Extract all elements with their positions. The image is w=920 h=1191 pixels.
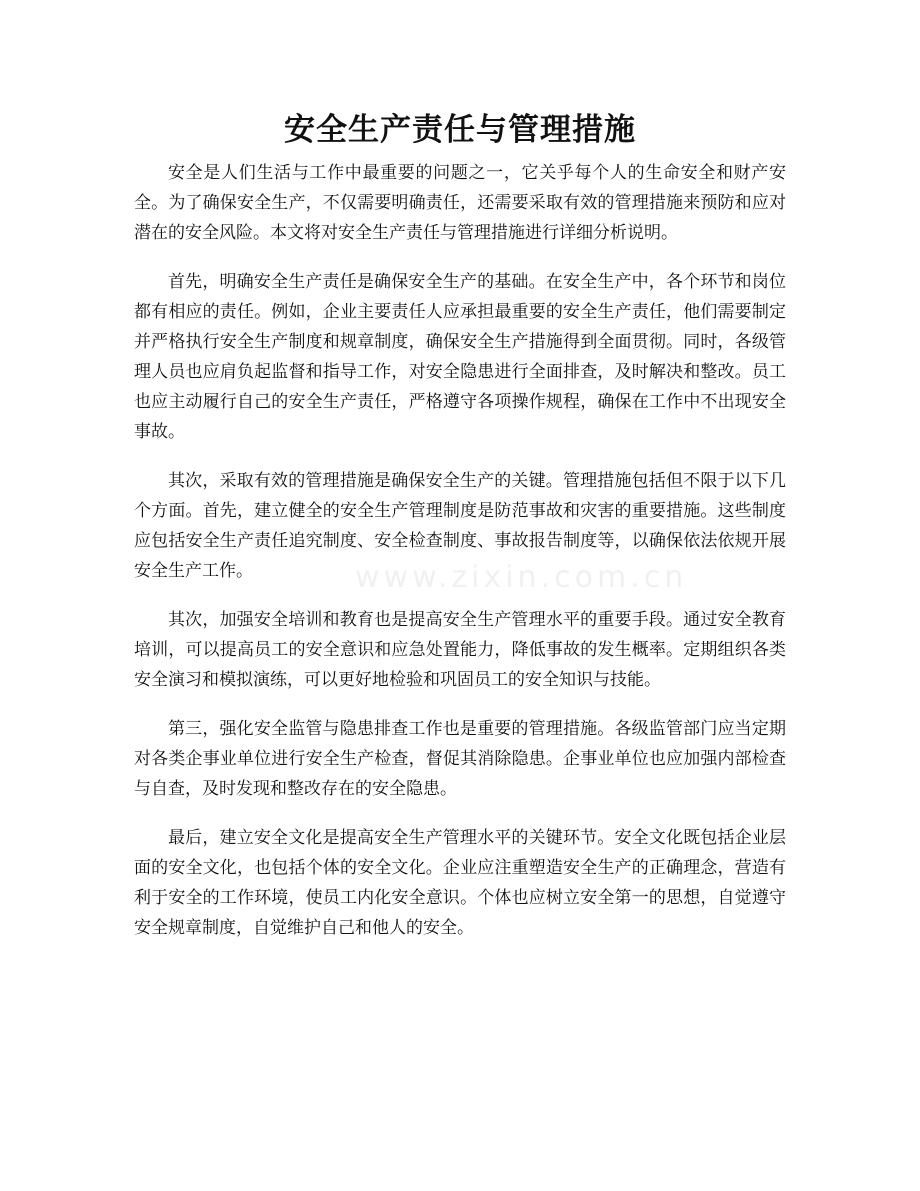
- document-title: 安全生产责任与管理措施: [284, 112, 636, 148]
- watermark: www.zixin.com.cn: [355, 560, 688, 595]
- paragraph-training: 其次，加强安全培训和教育也是提高安全生产管理水平的重要手段。通过安全教育培训，可以提高员工的安全意识和应急处置能力，降低事故的发生概率。定期组织各类安全演习和模拟演练，可以更好地检验和巩固员工的安全知识与技能。: [134, 610, 786, 690]
- paragraph-responsibility: 首先，明确安全生产责任是确保安全生产的基础。在安全生产中，各个环节和岗位都有相应的责任。例如，企业主要责任人应承担最重要的安全生产责任，他们需要制定并严格执行安全生产制度和规章制度，确保安全生产措施得到全面贯彻。同时，各级管理人员也应肩负起监督和指导工作，对安全隐患进行全面排查，及时解决和整改。员工也应主动履行自己的安全生产责任，严格遵守各项操作规程，确保在工作中不出现安全事故。: [134, 272, 786, 442]
- paragraph-safety-culture: 最后，建立安全文化是提高安全生产管理水平的关键环节。安全文化既包括企业层面的安全文化，也包括个体的安全文化。企业应注重塑造安全生产的正确理念，营造有利于安全的工作环境，使员工内化安全意识。个体也应树立安全第一的思想，自觉遵守安全规章制度，自觉维护自己和他人的安全。: [134, 828, 786, 938]
- paragraph-supervision: 第三，强化安全监管与隐患排查工作也是重要的管理措施。各级监管部门应当定期对各类企事业单位进行安全生产检查，督促其消除隐患。企事业单位也应加强内部检查与自查，及时发现和整改存在的安全隐患。: [134, 719, 786, 799]
- paragraph-intro: 安全是人们生活与工作中最重要的问题之一，它关乎每个人的生命安全和财产安全。为了确保安全生产，不仅需要明确责任，还需要采取有效的管理措施来预防和应对潜在的安全风险。本文将对安全生产责任与管理措施进行详细分析说明。: [134, 163, 786, 243]
- document-body: [134, 158, 786, 962]
- paragraph-management-measures: 其次，采取有效的管理措施是确保安全生产的关键。管理措施包括但不限于以下几个方面。首先，建立健全的安全生产管理制度是防范事故和灾害的重要措施。这些制度应包括安全生产责任追究制度、安全检查制度、事故报告制度等，以确保依法依规开展安全生产工作。: [134, 471, 786, 581]
